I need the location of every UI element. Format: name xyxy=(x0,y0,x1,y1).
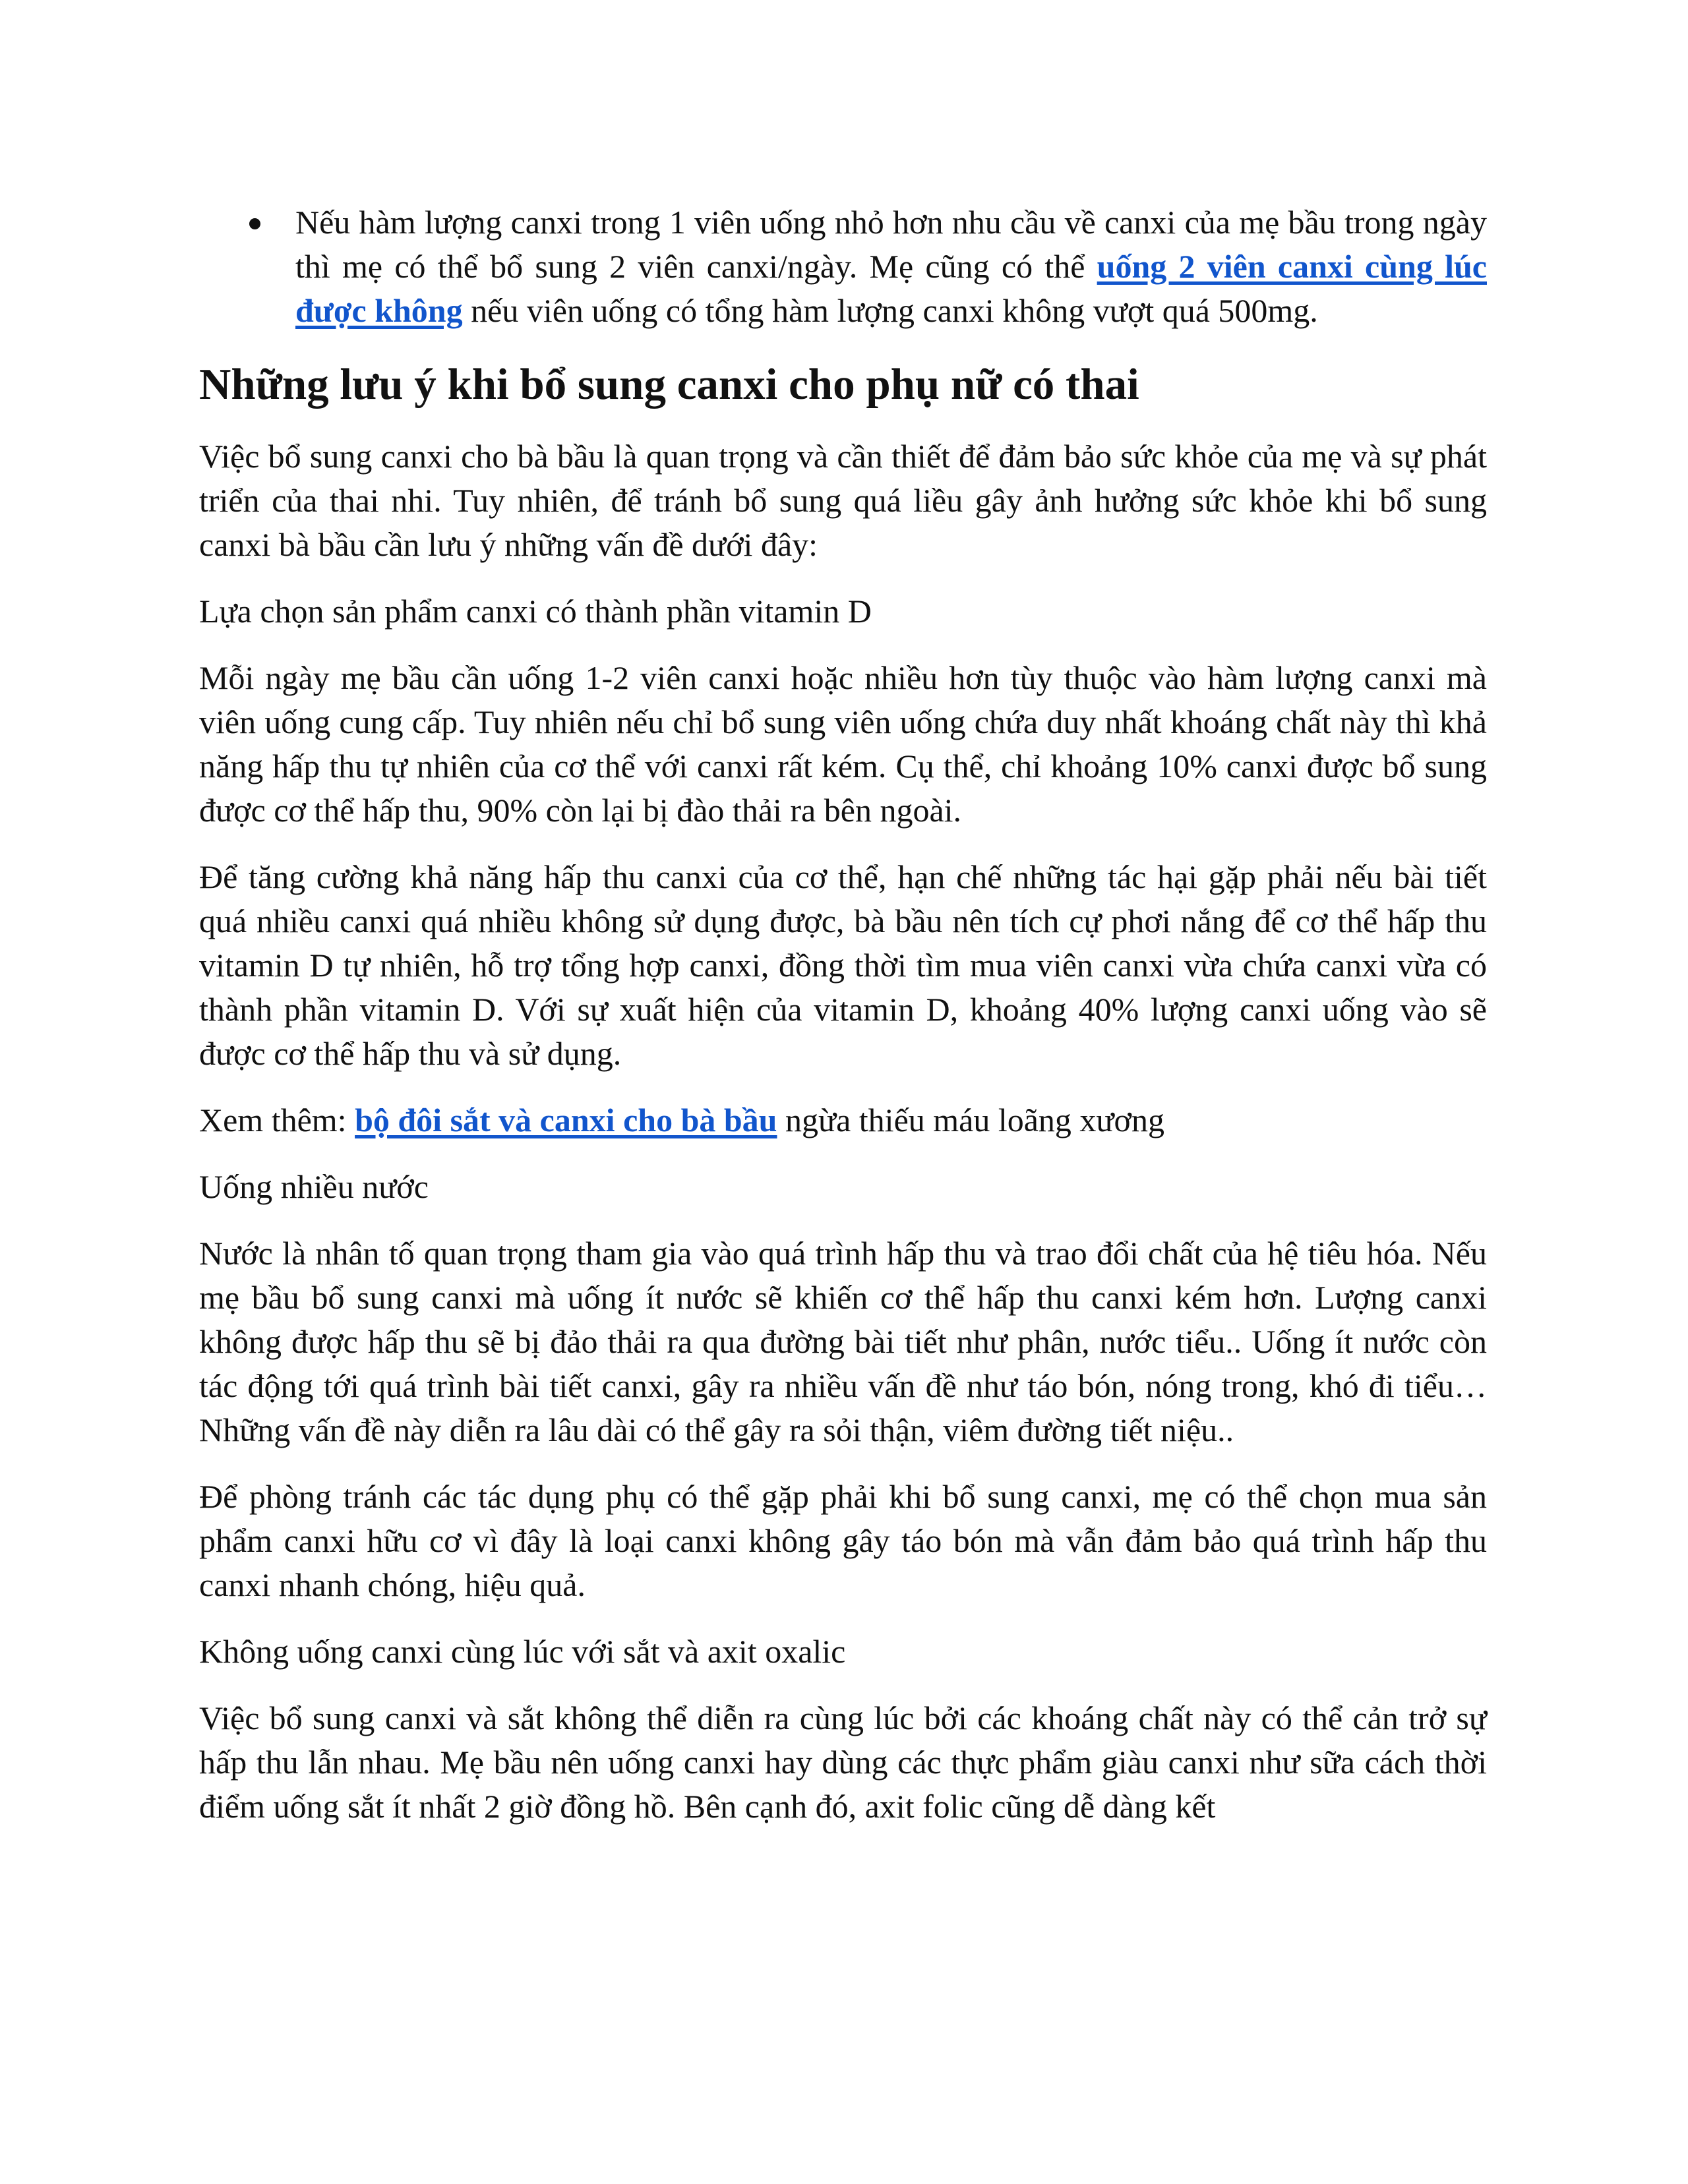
bullet-text-before: Nếu hàm lượng canxi trong 1 viên uống nhỏ hơn nhu cầu về canxi của mẹ bầu trong ngày thì mẹ có thể bổ sung 2 viên canxi/ngày. Mẹ cũng có thể xyxy=(295,204,1487,285)
intro-paragraph: Việc bổ sung canxi cho bà bầu là quan trọng và cần thiết để đảm bảo sức khỏe của mẹ và sự phát triển của thai nhi. Tuy nhiên, để tránh bổ sung quá liều gây ảnh hưởng sức khỏe khi bổ sung canxi bà bầu cần lưu ý những vấn đề dưới đây: xyxy=(199,438,1487,563)
see-more-prefix: Xem thêm: xyxy=(199,1102,355,1138)
subheading-drink-water: Uống nhiều nước xyxy=(199,1168,429,1205)
paragraph-absorption: Mỗi ngày mẹ bầu cần uống 1-2 viên canxi hoặc nhiều hơn tùy thuộc vào hàm lượng canxi mà viên uống cung cấp. Tuy nhiên nếu chỉ bổ sung viên uống chứa duy nhất khoáng chất này thì khả năng hấp thu tự nhiên của cơ thể với canxi rất kém. Cụ thể, chỉ khoảng 10% canxi được bổ sung được cơ thể hấp thu, 90% còn lại bị đào thải ra bên ngoài. xyxy=(199,659,1487,829)
see-more-suffix: ngừa thiếu máu loãng xương xyxy=(777,1102,1164,1138)
bullet-list xyxy=(199,200,1487,333)
subheading-iron-oxalic: Không uống canxi cùng lúc với sắt và axit oxalic xyxy=(199,1633,846,1670)
bullet-text-after: nếu viên uống có tổng hàm lượng canxi không vượt quá 500mg. xyxy=(462,292,1318,329)
bullet-dot-icon xyxy=(249,218,260,229)
bullet-item xyxy=(199,200,1487,333)
link-iron-calcium-combo[interactable]: bộ đôi sắt và canxi cho bà bầu xyxy=(355,1102,777,1138)
paragraph-iron-calcium: Việc bổ sung canxi và sắt không thể diễn ra cùng lúc bởi các khoáng chất này có thể cản trở sự hấp thu lẫn nhau. Mẹ bầu nên uống canxi hay dùng các thực phẩm giàu canxi như sữa cách thời điểm uống sắt ít nhất 2 giờ đồng hồ. Bên cạnh đó, axit folic cũng dễ dàng kết xyxy=(199,1699,1487,1825)
paragraph-water: Nước là nhân tố quan trọng tham gia vào quá trình hấp thu và trao đổi chất của hệ tiêu hóa. Nếu mẹ bầu bổ sung canxi mà uống ít nước sẽ khiến cơ thể hấp thu canxi kém hơn. Lượng canxi không được hấp thu sẽ bị đảo thải ra qua đường bài tiết như phân, nước tiểu.. Uống ít nước còn tác động tới quá trình bài tiết canxi, gây ra nhiều vấn đề như táo bón, nóng trong, khó đi tiểu… Những vấn đề này diễn ra lâu dài có thể gây ra sỏi thận, viêm đường tiết niệu.. xyxy=(199,1235,1487,1448)
link-two-calcium-pills[interactable]: uống 2 viên canxi cùng lúc được không xyxy=(295,248,1487,329)
paragraph-organic-calcium: Để phòng tránh các tác dụng phụ có thể gặp phải khi bổ sung canxi, mẹ có thể chọn mua sản phẩm canxi hữu cơ vì đây là loại canxi không gây táo bón mà vẫn đảm bảo quá trình hấp thu canxi nhanh chóng, hiệu quả. xyxy=(199,1478,1487,1603)
subheading-vitamin-d: Lựa chọn sản phẩm canxi có thành phần vitamin D xyxy=(199,593,872,630)
see-more-paragraph xyxy=(199,1098,1487,1142)
paragraph-vitamin-d: Để tăng cường khả năng hấp thu canxi của cơ thể, hạn chế những tác hại gặp phải nếu bài tiết quá nhiều canxi quá nhiều không sử dụng được, bà bầu nên tích cự phơi nắng để cơ thể hấp thu vitamin D tự nhiên, hỗ trợ tổng hợp canxi, đồng thời tìm mua viên canxi vừa chứa canxi vừa có thành phần vitamin D. Với sự xuất hiện của vitamin D, khoảng 40% lượng canxi uống vào sẽ được cơ thể hấp thu và sử dụng. xyxy=(199,858,1487,1072)
section-heading: Những lưu ý khi bổ sung canxi cho phụ nữ có thai xyxy=(199,360,1139,409)
